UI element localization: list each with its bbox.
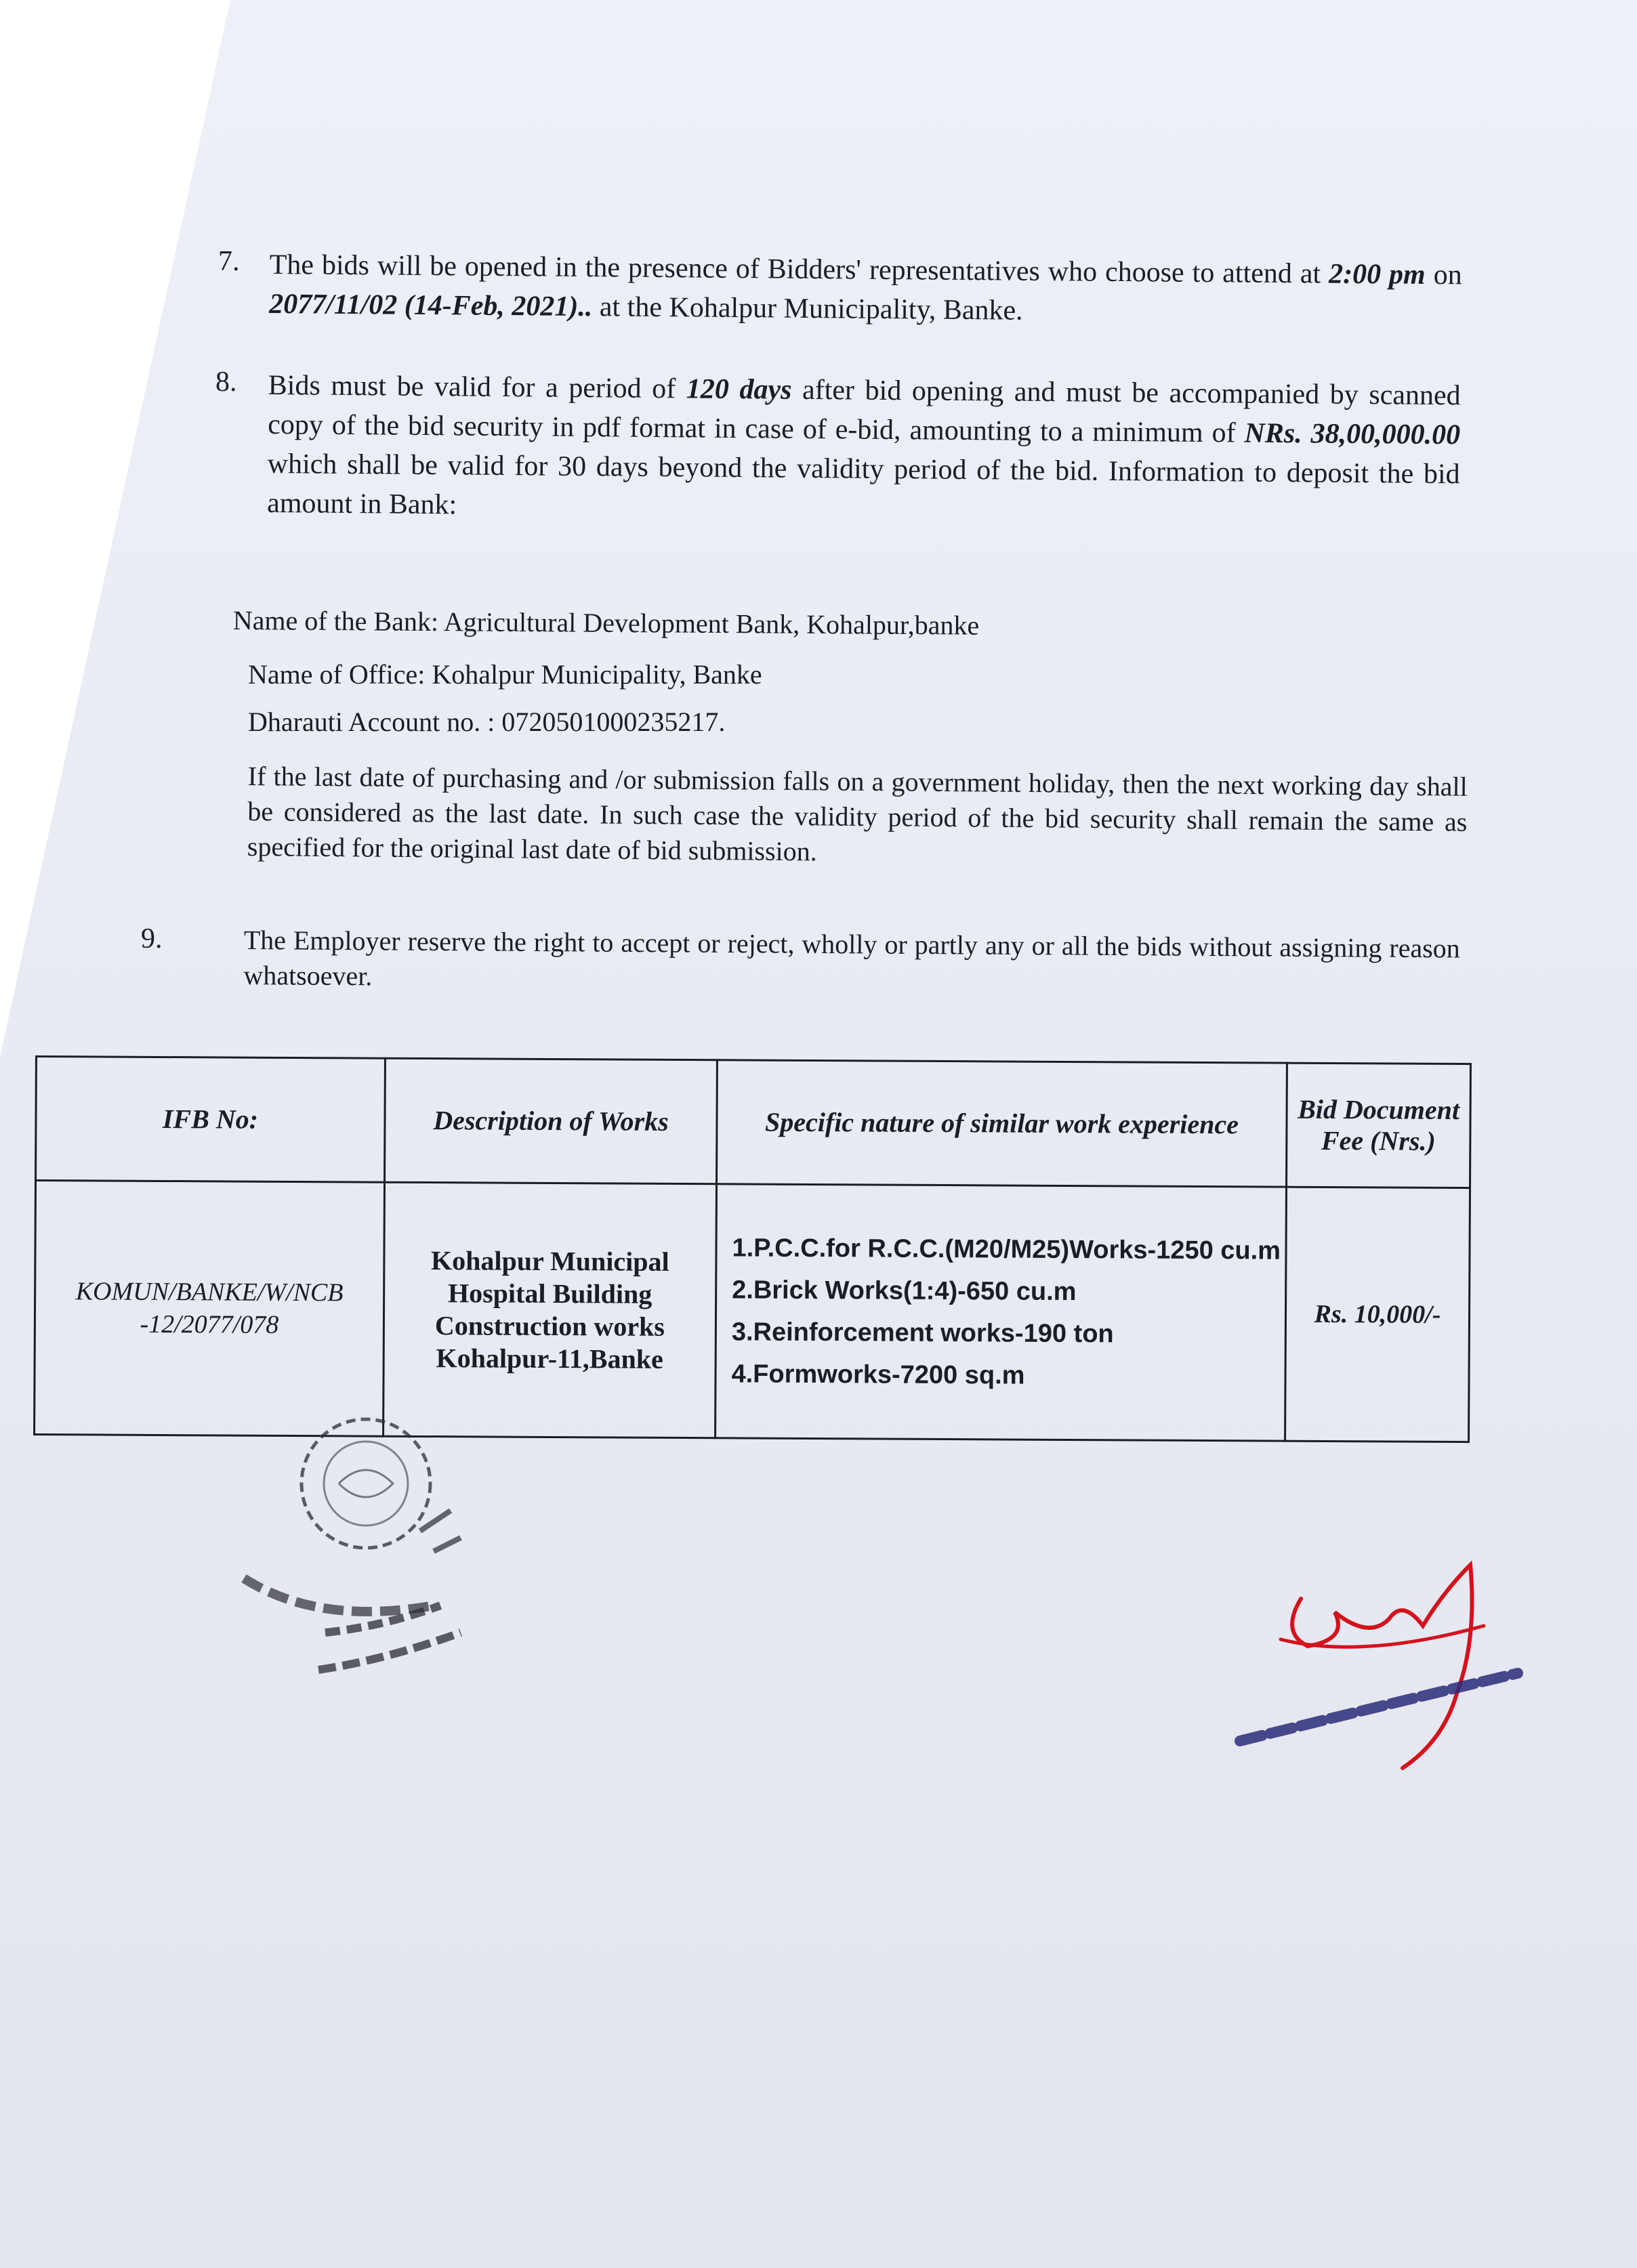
cell-bid-fee: Rs. 10,000/- xyxy=(1285,1187,1470,1442)
header-bid-fee: Bid Document Fee (Nrs.) xyxy=(1287,1063,1471,1188)
item-7-paragraph xyxy=(269,245,1462,334)
item-7-time: 2:00 pm xyxy=(1328,258,1426,291)
officer-signature xyxy=(1199,1538,1552,1788)
header-ifb-no: IFB No: xyxy=(36,1057,386,1183)
item-8-text-a: Bids must be valid for a period of xyxy=(268,369,687,405)
item-7-text-c: at the Kohalpur Municipality, Banke. xyxy=(592,291,1023,327)
item-9-paragraph: The Employer reserve the right to accept or reject, wholly or partly any or all the bids without assigning reason whatsoever. xyxy=(243,924,1460,992)
bank-name-line: Name of the Bank: Agricultural Development Bank, Kohalpur,banke xyxy=(232,605,980,641)
holiday-paragraph: If the last date of purchasing and /or submission falls on a government holiday, then the next working day shall be considered as the last date. In such case the validity period of the bid security shall remain the same as specified for the original last date of bid submission. xyxy=(247,760,1468,867)
item-8-paragraph xyxy=(267,366,1461,533)
item-7-date: 2077/11/02 (14-Feb, 2021).. xyxy=(269,288,593,323)
item-8-number: 8. xyxy=(215,366,237,398)
header-experience: Specific nature of similar work experience xyxy=(717,1060,1287,1187)
table-header-row xyxy=(36,1057,1471,1188)
item-7-text-a: The bids will be opened in the presence of Bidders' representatives who choose to attend at xyxy=(269,249,1329,290)
item-8-days: 120 days xyxy=(686,373,792,406)
item-8-text-b: after bid opening and must be accompanied by scanned copy of the bid security in pdf format in case of e-bid, amounting to a minimum of xyxy=(268,374,1461,449)
item-7-number: 7. xyxy=(218,246,240,277)
item-7-text-b: on xyxy=(1425,259,1462,291)
cell-experience xyxy=(716,1184,1287,1441)
header-description: Description of Works xyxy=(385,1058,718,1184)
cell-description: Kohalpur Municipal Hospital Building Construction works Kohalpur-11,Banke xyxy=(384,1182,717,1438)
item-8-text-c: which shall be valid for 30 days beyond the validity period of the bid. Information to deposit the bid amount in Bank: xyxy=(267,448,1460,521)
cell-ifb-no: KOMUN/BANKE/W/NCB -12/2077/078 xyxy=(35,1181,385,1437)
item-8-amount: NRs. 38,00,000.00 xyxy=(1244,417,1461,451)
experience-item: 4.Formworks-7200 sq.m xyxy=(731,1360,1025,1390)
account-number-line: Dharauti Account no. : 0720501000235217. xyxy=(248,707,726,737)
page-fold-corner xyxy=(0,0,230,1057)
item-9-number: 9. xyxy=(141,923,163,954)
office-name-line: Name of Office: Kohalpur Municipality, Banke xyxy=(248,659,762,690)
office-stamp-seal xyxy=(217,1402,535,1694)
experience-item: 2.Brick Works(1:4)-650 cu.m xyxy=(732,1276,1077,1307)
ifb-table xyxy=(33,1055,1472,1443)
experience-item: 1.P.C.C.for R.C.C.(M20/M25)Works-1250 cu.m xyxy=(732,1234,1281,1265)
experience-item: 3.Reinforcement works-190 ton xyxy=(731,1318,1114,1349)
